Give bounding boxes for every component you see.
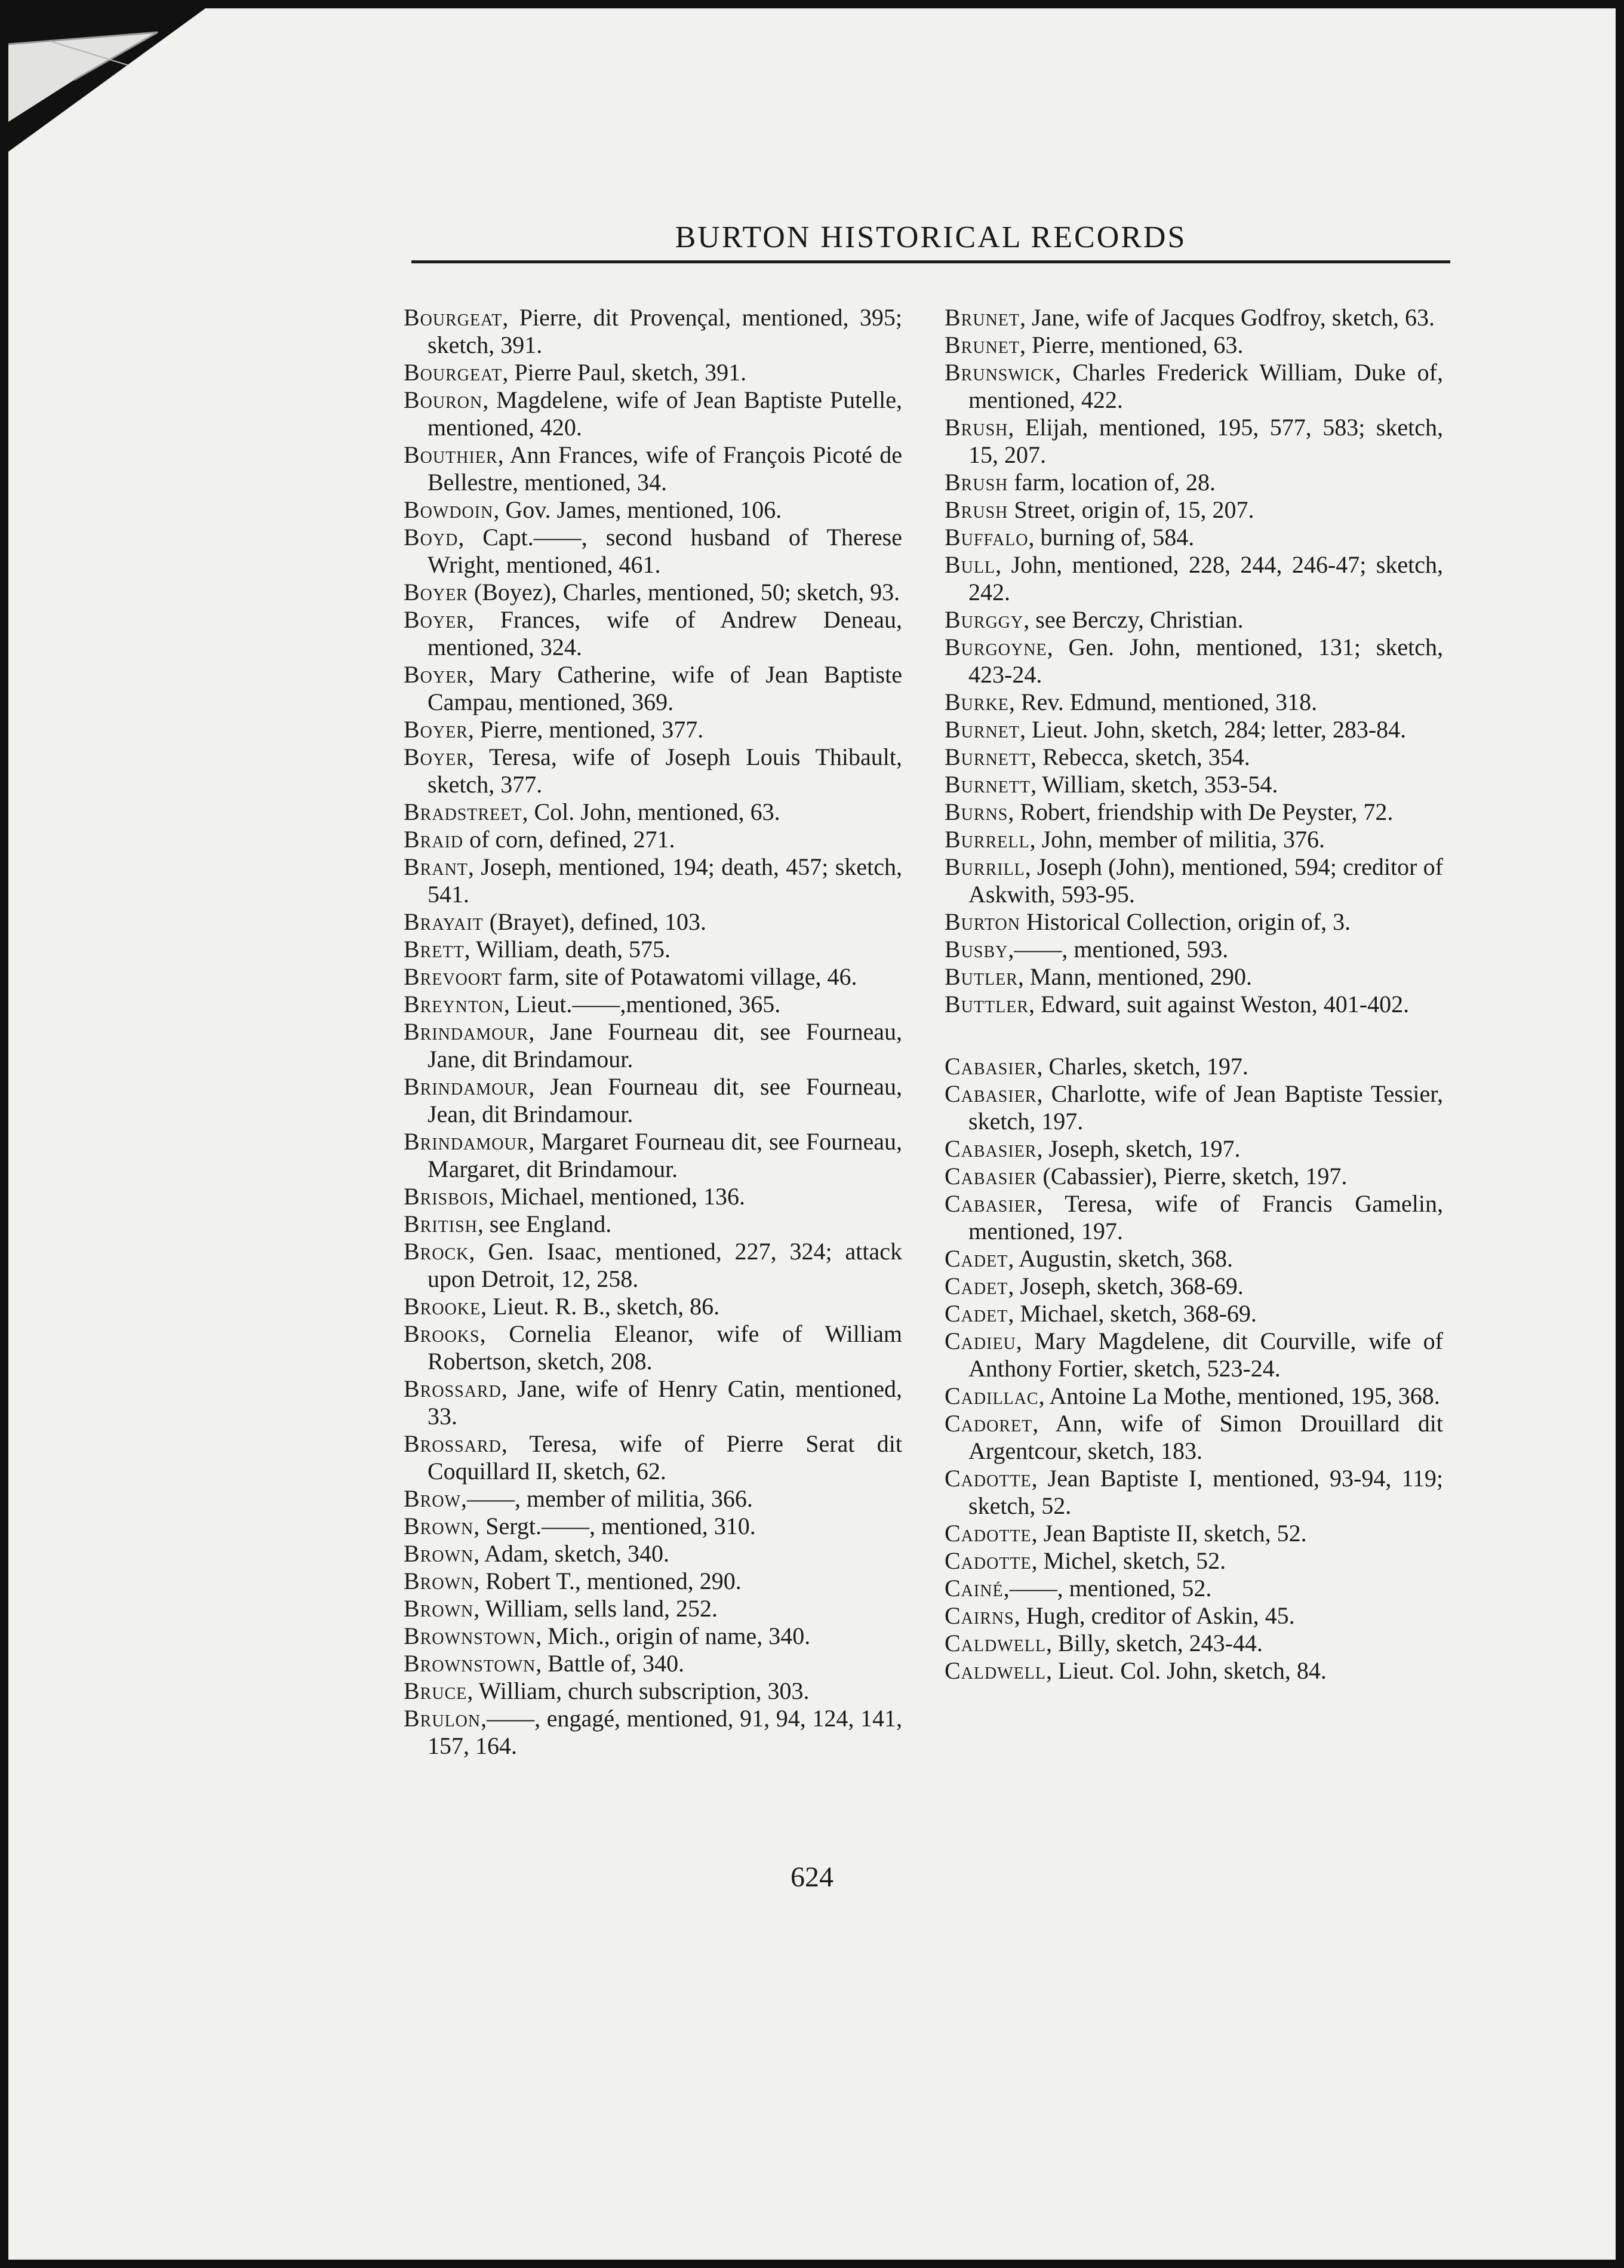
index-entry: Buffalo, burning of, 584. [945, 524, 1195, 551]
entry-headword: Breynton [404, 991, 504, 1018]
entry-headword: Brown [404, 1540, 474, 1567]
entry-headword: Brant [404, 853, 468, 880]
entry-headword: Brossard [404, 1430, 502, 1457]
entry-headword: Brooke [404, 1293, 481, 1320]
entry-headword: Brown [404, 1595, 474, 1622]
entry-headword: Brevoort [404, 963, 503, 990]
index-entry: Brow,——, member of militia, 366. [404, 1485, 753, 1512]
index-entry: Brossard, Teresa, wife of Pierre Serat dit Coquillard II, sketch, 62. [404, 1430, 902, 1485]
entry-headword: Brownstown [404, 1650, 536, 1677]
entry-headword: Brossard [404, 1375, 502, 1402]
index-entry: Bull, John, mentioned, 228, 244, 246-47; sketch, 242. [945, 551, 1443, 606]
index-entry: Boyer, Teresa, wife of Joseph Louis Thibault, sketch, 377. [404, 743, 902, 798]
entry-headword: Cadet [945, 1245, 1008, 1272]
index-entry: Burnet, Lieut. John, sketch, 284; letter, 283-84. [945, 716, 1407, 743]
index-entry: Buttler, Edward, suit against Weston, 401-402. [945, 991, 1410, 1018]
entry-headword: Cairns [945, 1602, 1014, 1629]
document-page [8, 8, 1616, 2260]
index-entry: Cabasier, Charlotte, wife of Jean Baptiste Tessier, sketch, 197. [945, 1080, 1443, 1135]
index-entry: Cabasier (Cabassier), Pierre, sketch, 197. [945, 1163, 1348, 1190]
entry-headword: Burke [945, 689, 1009, 715]
index-entry: Burnett, Rebecca, sketch, 354. [945, 743, 1250, 770]
index-entry: Cadet, Augustin, sketch, 368. [945, 1245, 1233, 1272]
index-entry: Brindamour, Jean Fourneau dit, see Fourneau, Jean, dit Brindamour. [404, 1073, 902, 1127]
entry-headword: Boyer [404, 716, 468, 743]
index-entry: Brayait (Brayet), defined, 103. [404, 908, 706, 935]
entry-headword: Burrell [945, 826, 1030, 853]
index-entry: Brulon,——, engagé, mentioned, 91, 94, 124, 141, 157, 164. [404, 1705, 902, 1759]
entry-headword: Brown [404, 1513, 474, 1539]
entry-headword: Busby [945, 936, 1008, 963]
entry-headword: Caldwell [945, 1630, 1046, 1657]
entry-headword: Brayait [404, 908, 484, 935]
entry-headword: Buffalo [945, 524, 1029, 551]
index-entry: Bourgeat, Pierre, dit Provençal, mentioned, 395; sketch, 391. [404, 304, 902, 358]
index-entry: Brown, Sergt.——, mentioned, 310. [404, 1513, 756, 1539]
entry-headword: Butler [945, 963, 1018, 990]
index-entry: Brooks, Cornelia Eleanor, wife of William Robertson, sketch, 208. [404, 1320, 902, 1375]
index-entry: Brown, Robert T., mentioned, 290. [404, 1568, 742, 1594]
index-entry: Cadieu, Mary Magdelene, dit Courville, wife of Anthony Fortier, sketch, 523-24. [945, 1327, 1443, 1382]
page-header-title: BURTON HISTORICAL RECORDS [675, 220, 1187, 254]
index-entry: Bowdoin, Gov. James, mentioned, 106. [404, 496, 782, 523]
entry-headword: Bouron [404, 386, 483, 413]
entry-headword: Brunswick [945, 359, 1056, 386]
index-entry: Bruce, William, church subscription, 303. [404, 1677, 810, 1704]
entry-headword: Cabasier [945, 1053, 1037, 1080]
index-entry: Brant, Joseph, mentioned, 194; death, 457; sketch, 541. [404, 853, 902, 908]
index-entry: Cainé,——, mentioned, 52. [945, 1575, 1212, 1602]
index-entry: Boyer, Frances, wife of Andrew Deneau, mentioned, 324. [404, 606, 902, 660]
index-entry: Breynton, Lieut.——,mentioned, 365. [404, 991, 781, 1018]
index-entry: Brownstown, Mich., origin of name, 340. [404, 1622, 811, 1649]
index-entry: Cairns, Hugh, creditor of Askin, 45. [945, 1602, 1295, 1629]
index-entry: Brush farm, location of, 28. [945, 469, 1216, 496]
index-entry: Brindamour, Margaret Fourneau dit, see Fourneau, Margaret, dit Brindamour. [404, 1128, 902, 1182]
entry-headword: Caldwell [945, 1657, 1046, 1684]
entry-headword: Cadotte [945, 1547, 1032, 1574]
index-entry: Burns, Robert, friendship with De Peyster, 72. [945, 798, 1394, 825]
index-entry: Cadotte, Jean Baptiste II, sketch, 52. [945, 1520, 1307, 1547]
index-entry: Caldwell, Billy, sketch, 243-44. [945, 1630, 1263, 1657]
entry-headword: Brunet [945, 331, 1020, 358]
index-entry: Cadillac, Antoine La Mothe, mentioned, 195, 368. [945, 1382, 1440, 1409]
entry-headword: Bruce [404, 1677, 467, 1704]
section-gap [945, 1018, 1443, 1053]
entry-headword: Cadet [945, 1300, 1008, 1327]
right-entries-c-list [945, 1053, 1443, 1685]
page-number: 624 [791, 1861, 833, 1893]
index-entry: Brush, Elijah, mentioned, 195, 577, 583; sketch, 15, 207. [945, 414, 1443, 468]
index-entry: Cadet, Joseph, sketch, 368-69. [945, 1273, 1244, 1299]
index-entry: Busby,——, mentioned, 593. [945, 936, 1229, 963]
entry-headword: Buttler [945, 991, 1029, 1018]
index-entry: Brett, William, death, 575. [404, 936, 671, 963]
index-entry: Burgoyne, Gen. John, mentioned, 131; sketch, 423-24. [945, 634, 1443, 688]
entry-headword: Cadoret [945, 1410, 1033, 1437]
entry-headword: Bull [945, 551, 996, 578]
index-entry: Boyer, Pierre, mentioned, 377. [404, 716, 704, 743]
entry-headword: Brisbois [404, 1183, 489, 1210]
index-entry: Brooke, Lieut. R. B., sketch, 86. [404, 1293, 720, 1320]
index-entry: Butler, Mann, mentioned, 290. [945, 963, 1253, 990]
index-entry: Bouron, Magdelene, wife of Jean Baptiste Putelle, mentioned, 420. [404, 386, 902, 441]
entry-headword: Cabasier [945, 1163, 1037, 1190]
index-entry: Burke, Rev. Edmund, mentioned, 318. [945, 689, 1318, 715]
entry-headword: Bourgeat [404, 304, 503, 331]
entry-headword: Burnett [945, 743, 1031, 770]
index-entry: Brunswick, Charles Frederick William, Duke of, mentioned, 422. [945, 359, 1443, 413]
entry-headword: Burns [945, 798, 1008, 825]
running-header [411, 211, 1450, 263]
index-entry: Boyer (Boyez), Charles, mentioned, 50; sketch, 93. [404, 579, 900, 606]
index-entry: Burton Historical Collection, origin of, 3. [945, 908, 1351, 935]
entry-headword: Bourgeat [404, 359, 503, 386]
index-entry: Brindamour, Jane Fourneau dit, see Fourneau, Jane, dit Brindamour. [404, 1018, 902, 1072]
entry-headword: Cabasier [945, 1135, 1037, 1162]
index-entry: Braid of corn, defined, 271. [404, 826, 675, 853]
entry-headword: Brush [945, 496, 1008, 523]
index-entry: British, see England. [404, 1210, 612, 1237]
entry-headword: Brindamour [404, 1128, 529, 1155]
entry-headword: Burrill [945, 853, 1025, 880]
entry-headword: Burnet [945, 716, 1020, 743]
entry-headword: Cainé [945, 1575, 1004, 1602]
index-column-right [945, 304, 1443, 1685]
entry-headword: Boyer [404, 661, 468, 688]
entry-headword: Burgoyne [945, 634, 1047, 660]
entry-headword: Brownstown [404, 1622, 536, 1649]
index-entry: Brunet, Jane, wife of Jacques Godfroy, sketch, 63. [945, 304, 1435, 331]
entry-headword: Brush [945, 414, 1008, 441]
left-entries-list [404, 304, 902, 1760]
entry-headword: Cadotte [945, 1465, 1032, 1492]
index-entry: Bourgeat, Pierre Paul, sketch, 391. [404, 359, 747, 386]
entry-headword: Cadieu [945, 1327, 1016, 1354]
entry-headword: Brindamour [404, 1073, 529, 1100]
index-entry: Bouthier, Ann Frances, wife of François Picoté de Bellestre, mentioned, 34. [404, 441, 902, 496]
entry-headword: Brown [404, 1568, 474, 1594]
index-entry: Burrill, Joseph (John), mentioned, 594; creditor of Askwith, 593-95. [945, 853, 1443, 908]
entry-headword: Braid [404, 826, 464, 853]
entry-headword: Cadotte [945, 1520, 1032, 1547]
index-entry: Brunet, Pierre, mentioned, 63. [945, 331, 1244, 358]
index-entry: Burggy, see Berczy, Christian. [945, 606, 1244, 633]
index-entry: Cadotte, Michel, sketch, 52. [945, 1547, 1226, 1574]
entry-headword: Brunet [945, 304, 1020, 331]
index-entry: Brown, William, sells land, 252. [404, 1595, 718, 1622]
folded-corner [8, 8, 205, 152]
index-entry: Cadet, Michael, sketch, 368-69. [945, 1300, 1257, 1327]
index-entry: Cadoret, Ann, wife of Simon Drouillard dit Argentcour, sketch, 183. [945, 1410, 1443, 1464]
index-entry: Brock, Gen. Isaac, mentioned, 227, 324; attack upon Detroit, 12, 258. [404, 1238, 902, 1292]
entry-headword: Burton [945, 908, 1020, 935]
entry-headword: Brett [404, 936, 465, 963]
index-entry: Brownstown, Battle of, 340. [404, 1650, 685, 1677]
index-entry: Cadotte, Jean Baptiste I, mentioned, 93-94, 119; sketch, 52. [945, 1465, 1443, 1519]
entry-headword: Bradstreet [404, 798, 522, 825]
index-entry: Brisbois, Michael, mentioned, 136. [404, 1183, 745, 1210]
index-entry: Brossard, Jane, wife of Henry Catin, mentioned, 33. [404, 1375, 902, 1430]
index-column-left [404, 304, 902, 1760]
entry-headword: Brush [945, 469, 1008, 496]
entry-headword: Boyer [404, 743, 468, 770]
right-entries-b-list [945, 304, 1443, 1018]
index-entry: Caldwell, Lieut. Col. John, sketch, 84. [945, 1657, 1327, 1684]
entry-headword: Boyer [404, 606, 468, 633]
index-entry: Boyer, Mary Catherine, wife of Jean Baptiste Campau, mentioned, 369. [404, 661, 902, 715]
entry-headword: Brindamour [404, 1018, 529, 1045]
index-entry: Cabasier, Joseph, sketch, 197. [945, 1135, 1241, 1162]
entry-headword: Bowdoin [404, 496, 494, 523]
entry-headword: Burnett [945, 771, 1031, 798]
entry-headword: British [404, 1210, 478, 1237]
entry-headword: Cabasier [945, 1190, 1037, 1217]
entry-headword: Boyd [404, 524, 459, 551]
entry-headword: Burggy [945, 606, 1024, 633]
index-entry: Cabasier, Charles, sketch, 197. [945, 1053, 1248, 1080]
entry-headword: Brow [404, 1485, 462, 1512]
index-entry: Bradstreet, Col. John, mentioned, 63. [404, 798, 780, 825]
entry-headword: Cadet [945, 1273, 1008, 1299]
index-entry: Cabasier, Teresa, wife of Francis Gamelin, mentioned, 197. [945, 1190, 1443, 1244]
index-entry: Boyd, Capt.——, second husband of Therese Wright, mentioned, 461. [404, 524, 902, 578]
entry-headword: Bouthier [404, 441, 498, 468]
index-entry: Brush Street, origin of, 15, 207. [945, 496, 1254, 523]
index-entry: Brown, Adam, sketch, 340. [404, 1540, 669, 1567]
entry-headword: Brulon [404, 1705, 481, 1732]
entry-headword: Brooks [404, 1320, 480, 1347]
entry-headword: Boyer [404, 579, 468, 606]
entry-headword: Cabasier [945, 1080, 1037, 1107]
entry-headword: Brock [404, 1238, 469, 1265]
index-entry: Burrell, John, member of militia, 376. [945, 826, 1325, 853]
index-entry: Burnett, William, sketch, 353-54. [945, 771, 1278, 798]
entry-headword: Cadillac [945, 1382, 1039, 1409]
index-entry: Brevoort farm, site of Potawatomi village, 46. [404, 963, 857, 990]
